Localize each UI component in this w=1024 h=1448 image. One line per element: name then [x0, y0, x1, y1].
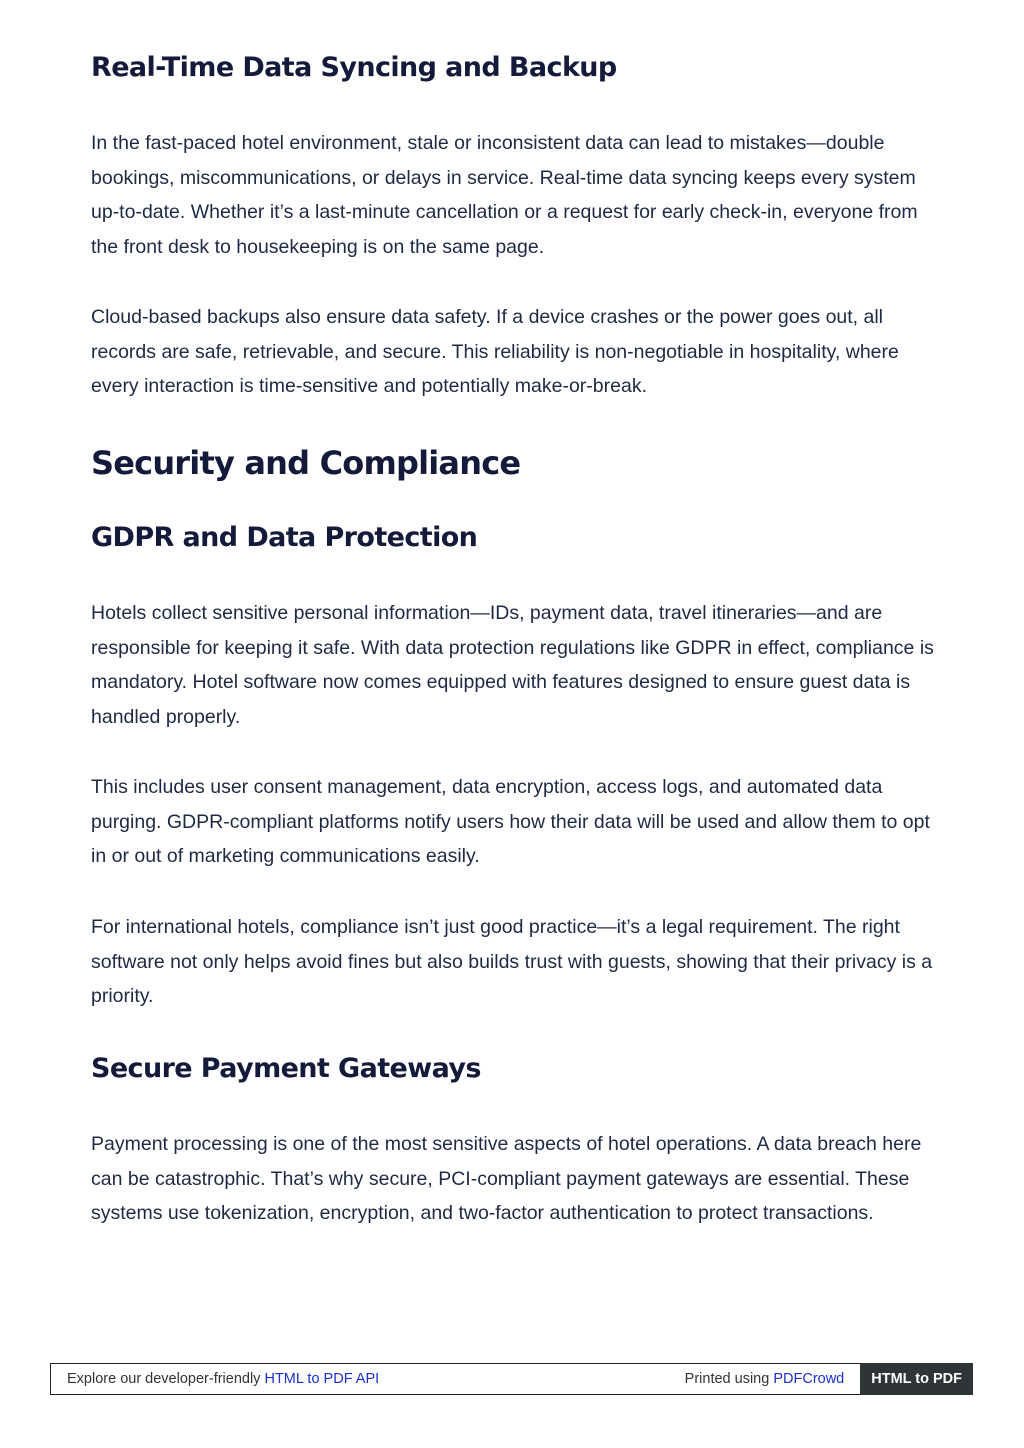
paragraph-gdpr-1: Hotels collect sensitive personal information—IDs, payment data, travel itineraries—and are responsible for keeping it safe. With data protection regulations like GDPR in effect, compliance is mandatory. Hotel software now comes equipped with features designed to ensure guest data is handled properly. [91, 602, 934, 729]
heading-payment-gateways: Secure Payment Gateways [91, 1053, 481, 1084]
footer-explore [51, 1371, 685, 1387]
paragraph-realtime-2: Cloud-based backups also ensure data safety. If a device crashes or the power goes out, all records are safe, retrievable, and secure. This reliability is non-negotiable in hospitality, where every interaction is time-sensitive and potentially make-or-break. [91, 306, 899, 398]
footer-explore-text: Explore our developer-friendly [67, 1371, 265, 1387]
paragraph-gdpr-2: This includes user consent management, data encryption, access logs, and automated data purging. GDPR-compliant platforms notify users how their data will be used and allow them to opt in or out of marketing communications easily. [91, 776, 930, 868]
paragraph-realtime-1: In the fast-paced hotel environment, stale or inconsistent data can lead to mistakes—double bookings, miscommunications, or delays in service. Real-time data syncing keeps every system up-to-date. Whether it’s a last-minute cancellation or a request for early check-in, everyone from the front desk to housekeeping is on the same page. [91, 132, 918, 259]
html-to-pdf-api-link[interactable]: HTML to PDF API [264, 1371, 380, 1387]
paragraph-payments-1: Payment processing is one of the most sensitive aspects of hotel operations. A data breach here can be catastrophic. That’s why secure, PCI-compliant payment gateways are essential. These systems use tokenization, encryption, and two-factor authentication to protect transactions. [91, 1133, 922, 1225]
pdfcrowd-link[interactable]: PDFCrowd [773, 1371, 845, 1387]
heading-gdpr: GDPR and Data Protection [91, 522, 478, 553]
paragraph-gdpr-3: For international hotels, compliance isn’t just good practice—it’s a legal requirement. The right software not only helps avoid fines but also builds trust with guests, showing that their privacy is a priority. [91, 916, 933, 1008]
footer-printed-text: Printed using [684, 1371, 774, 1387]
heading-security-compliance: Security and Compliance [91, 444, 521, 482]
footer-printed [685, 1371, 861, 1387]
pdfcrowd-footer [50, 1363, 973, 1395]
heading-realtime-sync: Real-Time Data Syncing and Backup [91, 52, 617, 83]
html-to-pdf-badge[interactable]: HTML to PDF [860, 1363, 973, 1395]
